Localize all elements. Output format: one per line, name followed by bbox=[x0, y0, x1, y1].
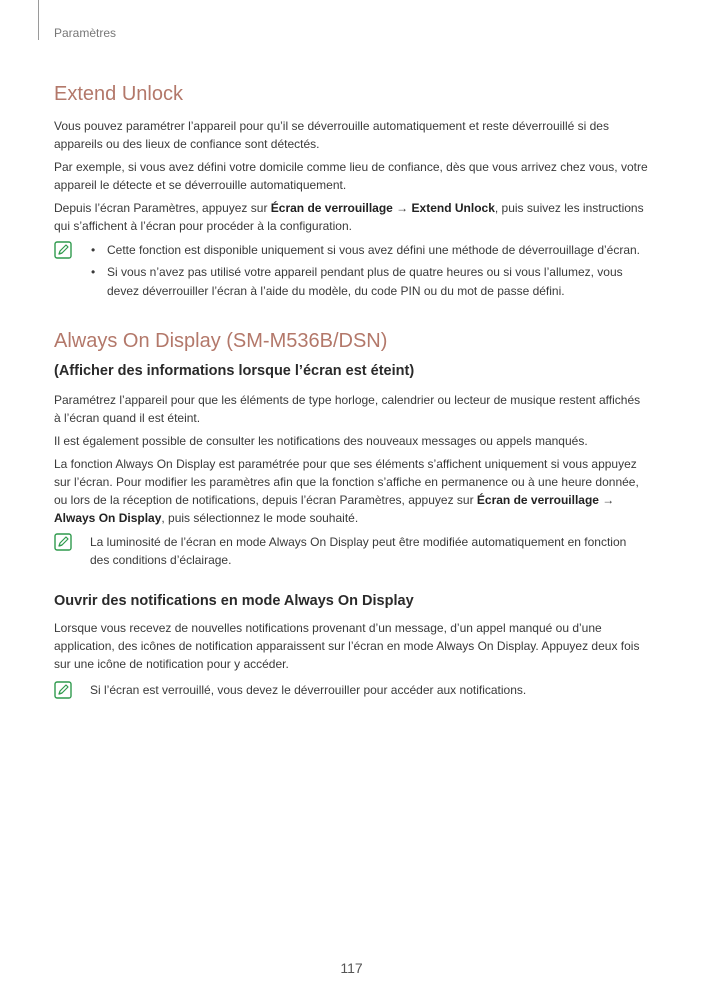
always-on-display-subtitle: (Afficher des informations lorsque l’écran est éteint) bbox=[54, 363, 415, 379]
always-on-display-title: Always On Display (SM-M536B/DSN) bbox=[54, 330, 388, 352]
always-on-display-instructions: La fonction Always On Display est paramétrée pour que ses éléments s’affichent uniquement si vous appuyez sur l’écran. Pour modifier les paramètres afin que la fonction s’affiche en permanence ou à une heure donnée, ou lors de la réception de notifications, depuis l’écran Paramètres, appuyez sur Écran de verrouillage → Always On Display, puis sélectionnez le mode souhaité. bbox=[54, 457, 639, 525]
extend-unlock-instructions: Depuis l’écran Paramètres, appuyez sur Écran de verrouillage → Extend Unlock, puis suivez les instructions qui s’affichent à l’écran pour procéder à la configuration. bbox=[54, 201, 644, 233]
notifications-instructions: Lorsque vous recevez de nouvelles notifications provenant d’un message, d’un appel manqué ou d’une application, des icônes de notification apparaissent sur l’écran en mode Always On Display. Appuyez deux fois sur une icône de notification pour y accéder. bbox=[54, 621, 640, 671]
note-text: La luminosité de l’écran en mode Always On Display peut être modifiée automatiquement en fonction des conditions d’éclairage. bbox=[90, 535, 627, 567]
notifications-title: Ouvrir des notifications en mode Always On Display bbox=[54, 593, 414, 609]
menu-ecran-verrouillage: Écran de verrouillage bbox=[270, 201, 393, 215]
section-header: Paramètres bbox=[54, 26, 117, 40]
extend-unlock-title: Extend Unlock bbox=[54, 83, 183, 105]
extend-unlock-example: Par exemple, si vous avez défini votre domicile comme lieu de confiance, dès que vous arrivez chez vous, votre appareil le détecte et se déverrouille automatiquement. bbox=[54, 160, 648, 192]
always-on-display-note bbox=[54, 533, 648, 569]
page-content bbox=[54, 82, 648, 699]
note-icon bbox=[54, 241, 72, 259]
notifications-note bbox=[54, 681, 648, 699]
extend-unlock-note bbox=[54, 241, 648, 301]
note-text: Si l’écran est verrouillé, vous devez le déverrouiller pour accéder aux notifications. bbox=[90, 683, 527, 697]
menu-extend-unlock: Extend Unlock bbox=[411, 201, 495, 215]
note-icon bbox=[54, 681, 72, 699]
page-number: 117 bbox=[340, 960, 363, 976]
header-rule bbox=[38, 0, 39, 40]
menu-ecran-verrouillage: Écran de verrouillage bbox=[476, 493, 599, 507]
always-on-display-notifications-info: Il est également possible de consulter les notifications des nouveaux messages ou appels manqués. bbox=[54, 434, 588, 448]
always-on-display-intro: Paramétrez l’appareil pour que les éléments de type horloge, calendrier ou lecteur de musique restent affichés à l’écran quand il est éteint. bbox=[54, 393, 641, 425]
note-item: • Cette fonction est disponible uniquement si vous avez défini une méthode de déverrouillage d’écran. bbox=[90, 241, 648, 260]
menu-always-on-display: Always On Display bbox=[54, 511, 162, 525]
extend-unlock-note-list bbox=[90, 241, 648, 301]
note-icon bbox=[54, 533, 72, 551]
extend-unlock-intro: Vous pouvez paramétrer l’appareil pour qu’il se déverrouille automatiquement et reste déverrouillé si des appareils ou des lieux de confiance sont détectés. bbox=[54, 119, 609, 151]
note-item: • Si vous n’avez pas utilisé votre appareil pendant plus de quatre heures ou si vous l’allumez, vous devez déverrouiller l’écran à l’aide du modèle, du code PIN ou du mot de passe défini. bbox=[90, 263, 648, 301]
